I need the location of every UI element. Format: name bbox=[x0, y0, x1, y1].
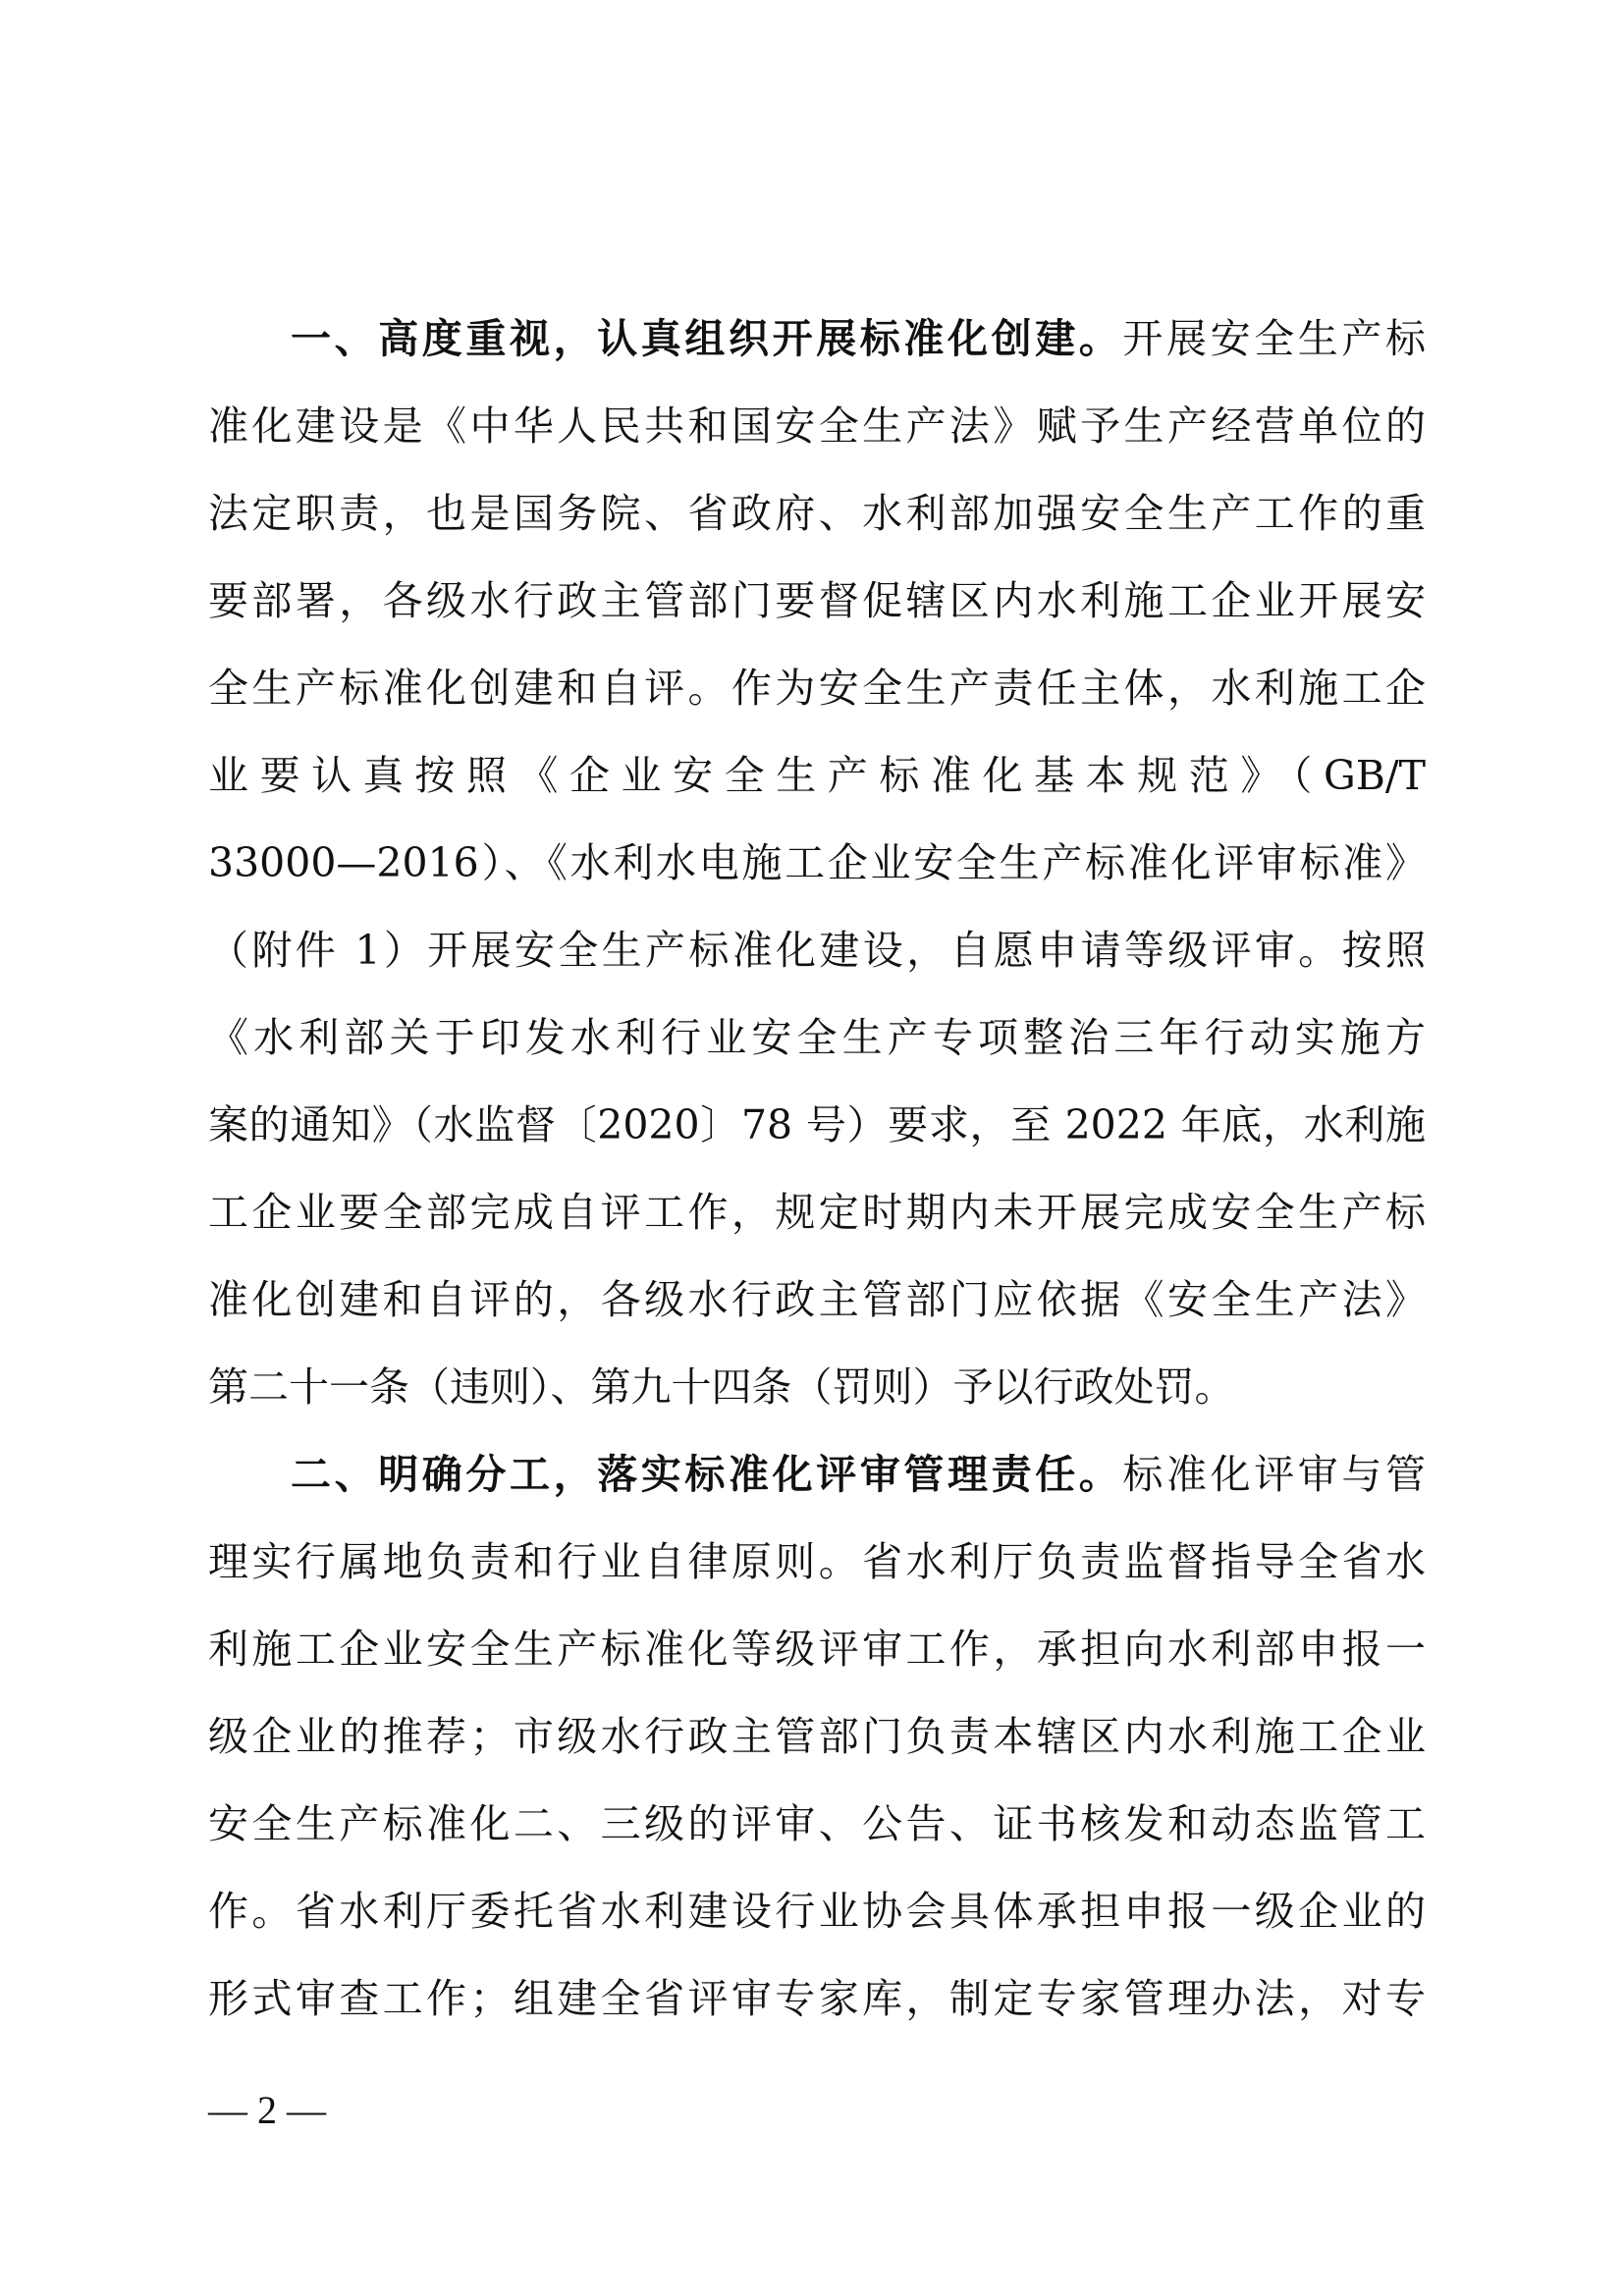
body-line: 作。省水利厅委托省水利建设行业协会具体承担申报一级企业的 bbox=[208, 1888, 1426, 1935]
body-line: （附件 1）开展安全生产标准化建设，自愿申请等级评审。按照 bbox=[208, 927, 1426, 974]
body-line: 《水利部关于印发水利行业安全生产专项整治三年行动实施方 bbox=[208, 1014, 1426, 1061]
section2-first-line bbox=[291, 1445, 1426, 1504]
section2-text: 标准化评审与管 bbox=[1122, 1451, 1427, 1498]
section1-first-line bbox=[291, 309, 1426, 368]
section2-heading: 二、明确分工，落实标准化评审管理责任。 bbox=[291, 1451, 1123, 1498]
page-number: — 2 — bbox=[208, 2088, 326, 2132]
section1-heading: 一、高度重视，认真组织开展标准化创建。 bbox=[291, 315, 1123, 362]
body-line: 案的通知》（水监督〔2020〕78 号）要求，至 2022 年底，水利施 bbox=[208, 1101, 1426, 1148]
section1-text: 开展安全生产标 bbox=[1122, 315, 1427, 362]
body-line: 工企业要全部完成自评工作，规定时期内未开展完成安全生产标 bbox=[208, 1189, 1426, 1236]
body-line: 级企业的推荐；市级水行政主管部门负责本辖区内水利施工企业 bbox=[208, 1713, 1426, 1760]
body-line: 安全生产标准化二、三级的评审、公告、证书核发和动态监管工 bbox=[208, 1800, 1426, 1847]
body-line: 准化建设是《中华人民共和国安全生产法》赋予生产经营单位的 bbox=[208, 402, 1426, 450]
body-line: 利施工企业安全生产标准化等级评审工作，承担向水利部申报一 bbox=[208, 1626, 1426, 1673]
body-line: 第二十一条（违则）、第九十四条（罚则）予以行政处罚。 bbox=[208, 1363, 1235, 1411]
body-line: 形式审查工作；组建全省评审专家库，制定专家管理办法，对专 bbox=[208, 1975, 1426, 2022]
body-line: 法定职责，也是国务院、省政府、水利部加强安全生产工作的重 bbox=[208, 490, 1426, 537]
body-line: 业要认真按照《企业安全生产标准化基本规范》（GB/T bbox=[208, 752, 1426, 799]
body-line: 33000—2016）、《水利水电施工企业安全生产标准化评审标准》 bbox=[208, 839, 1426, 886]
body-line: 准化创建和自评的，各级水行政主管部门应依据《安全生产法》 bbox=[208, 1276, 1426, 1323]
body-line: 要部署，各级水行政主管部门要督促辖区内水利施工企业开展安 bbox=[208, 577, 1426, 624]
body-line: 理实行属地负责和行业自律原则。省水利厅负责监督指导全省水 bbox=[208, 1538, 1426, 1585]
body-line: 全生产标准化创建和自评。作为安全生产责任主体，水利施工企 bbox=[208, 665, 1426, 712]
